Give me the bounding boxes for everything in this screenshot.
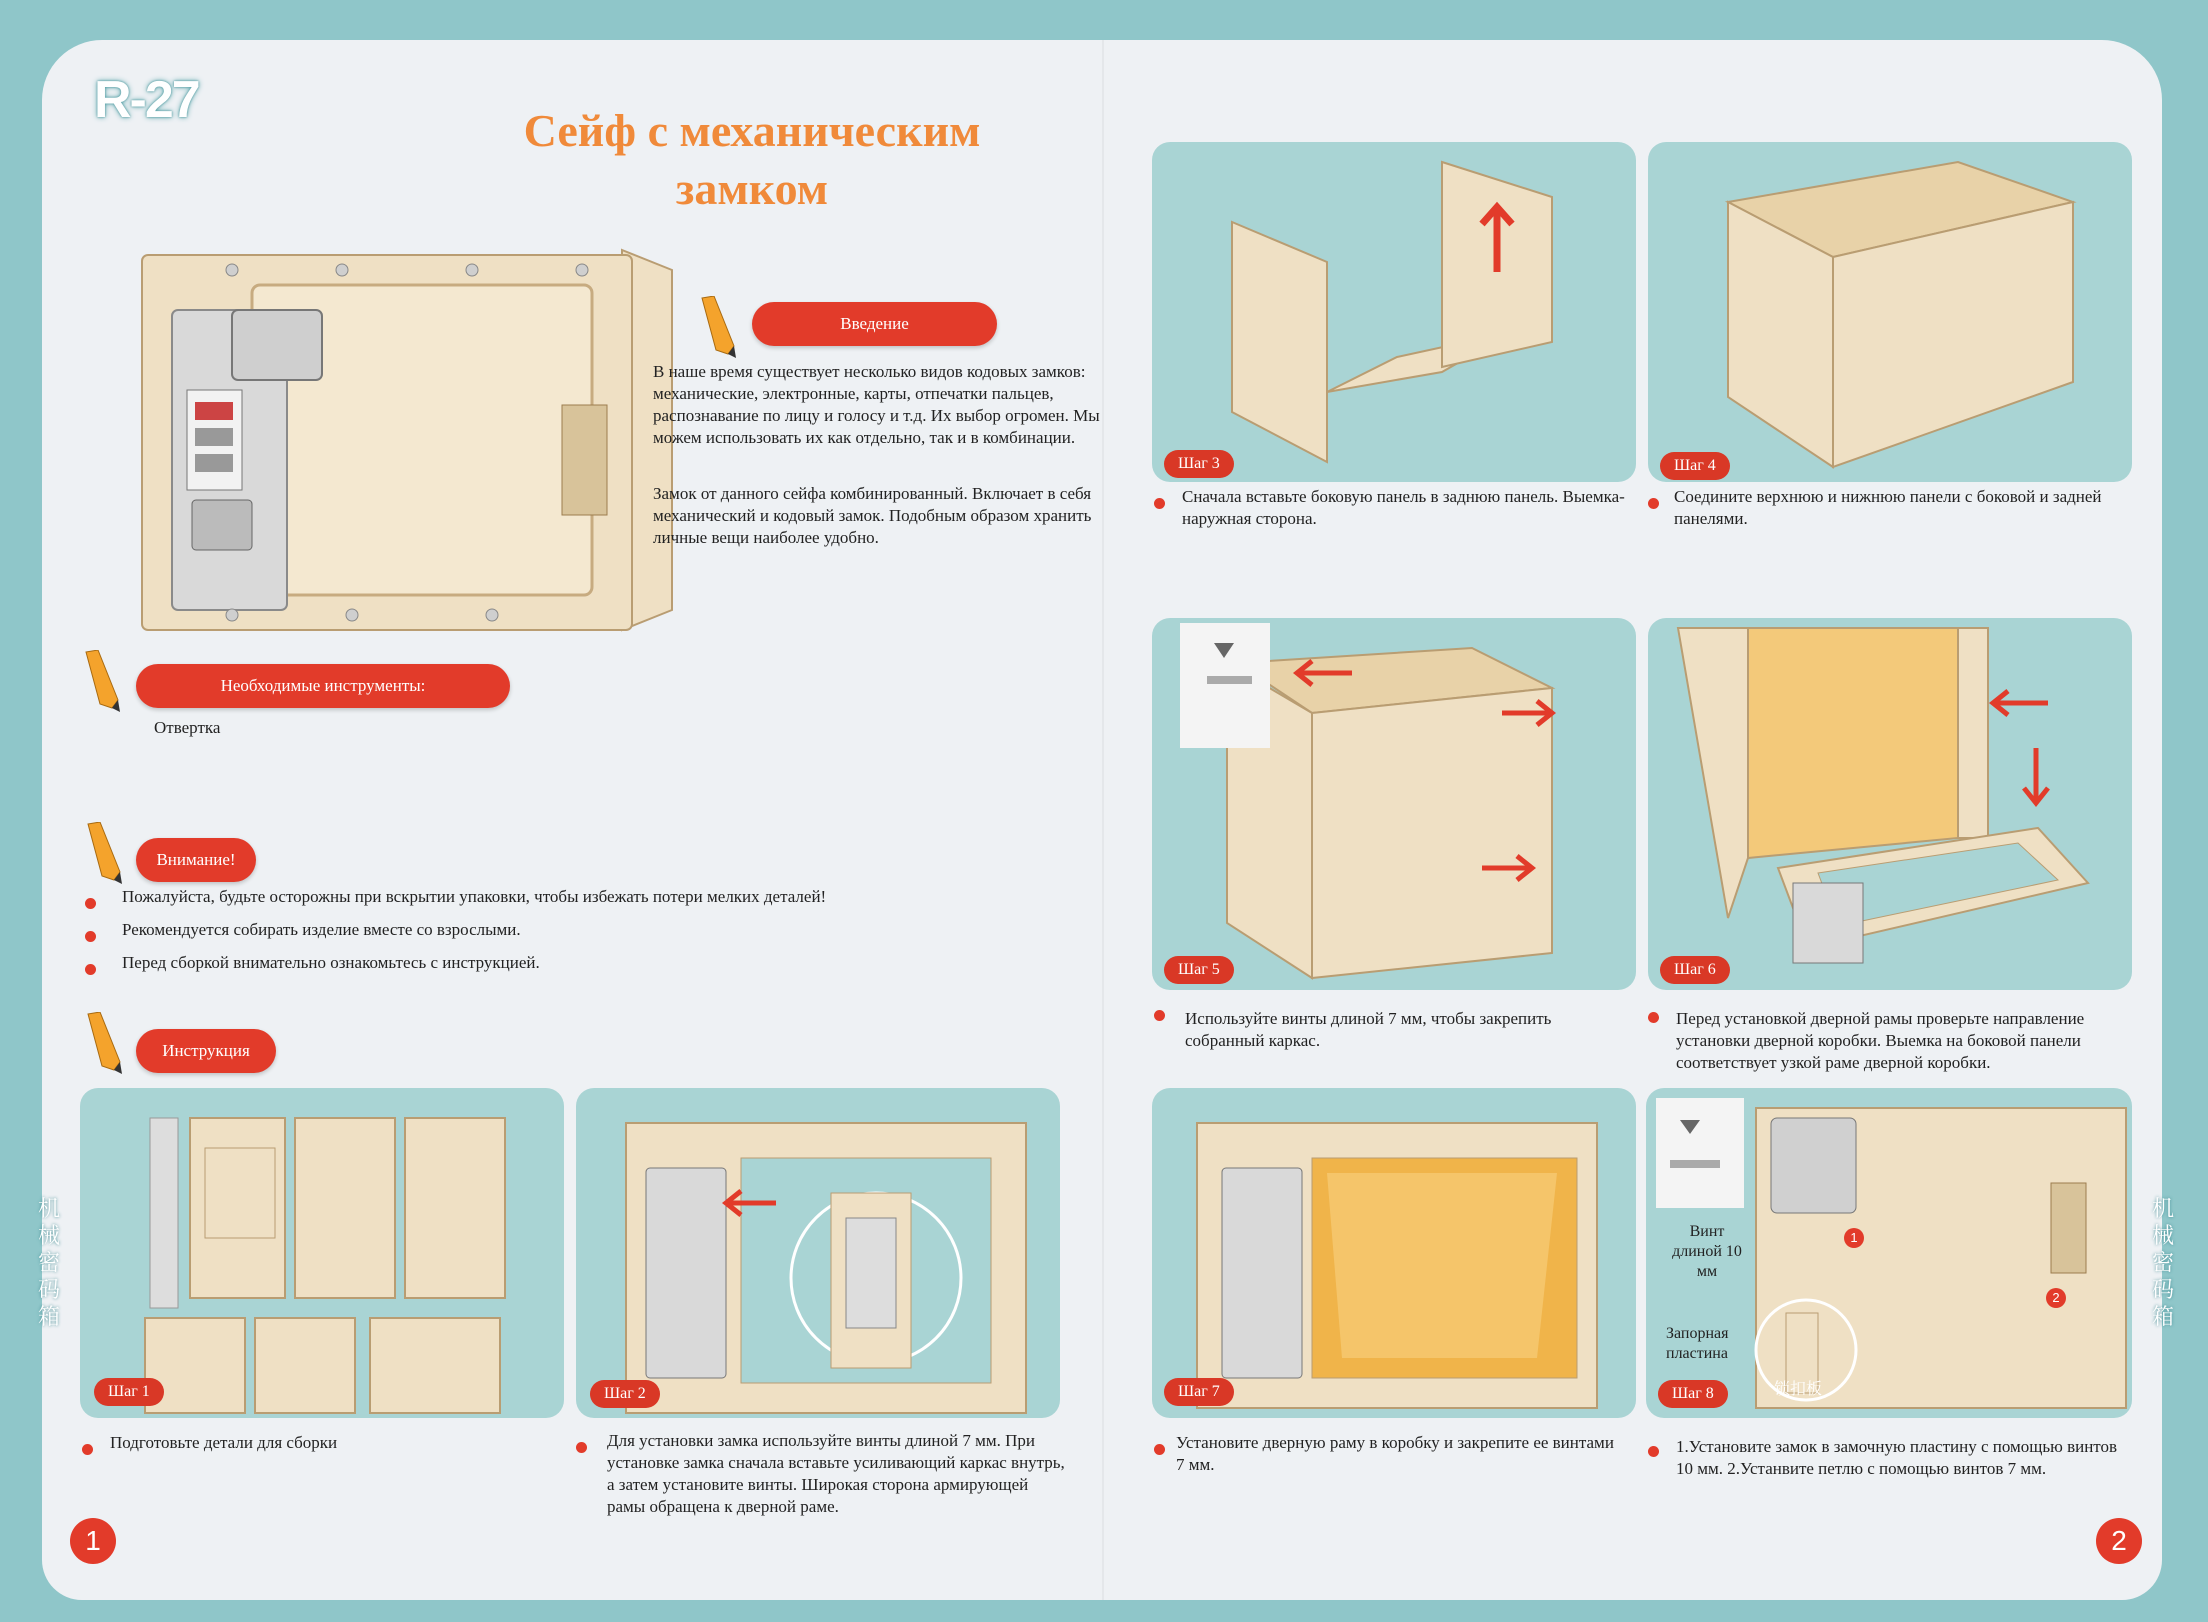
warning-item-2: Рекомендуется собирать изделие вместе со взрослыми. [122,920,521,939]
step-badge: Шаг 7 [1164,1378,1234,1406]
intro-paragraph-2: Замок от данного сейфа комбинированный. Включает в себя механический и кодовый замок. Подобным образом хранить личные вещи наиболее удобно. [653,484,1092,547]
step-badge: Шаг 4 [1660,452,1730,480]
page-title: Сейф с механическим замком [523,105,981,214]
step-8-panel [1646,1088,2132,1418]
pencil-icon [80,822,126,884]
plate-label: Запорная пластина [1666,1325,1729,1362]
step-1-text: Подготовьте детали для сборки [110,1433,338,1452]
pencil-icon [694,296,740,358]
page-number: 2 [2096,1518,2142,1564]
warning-item-1: Пожалуйста, будьте осторожны при вскрытии упаковки, чтобы избежать потери мелких деталей! [122,887,827,906]
step-6-panel [1648,618,2132,990]
step-1-photo-parts [80,1088,564,1418]
step-6-photo [1648,618,2132,990]
step-2-panel [576,1088,1060,1418]
step-7-photo [1152,1088,1636,1418]
step-badge: Шаг 2 [590,1380,660,1408]
step-3-photo [1152,142,1636,482]
step-5-panel [1152,618,1636,990]
bullet [576,1442,587,1453]
side-label-right: 机械密码箱 [2151,1197,2174,1330]
callout-1: 1 [1844,1228,1864,1248]
step-3-text: Сначала вставьте боковую панель в заднюю панель. Выемка-наружная сторона. [1182,487,1625,528]
tools-item: Отвертка [154,718,221,737]
bullet [82,1444,93,1455]
step-7-text: Установите дверную раму в коробку и закрепите ее винтами 7 мм. [1176,1433,1614,1474]
page-number: 1 [70,1518,116,1564]
screw-label: Винт длиной 10 мм [1672,1223,1742,1280]
step-badge: Шаг 8 [1658,1380,1728,1408]
bullet [1154,498,1165,509]
instruction-label: Инструкция [136,1029,276,1073]
intro-paragraph-1: В наше время существует несколько видов кодовых замков: механические, электронные, карты, отпечатки пальцев, распознавание по лицу и голосу и т.д. Их выбор огромен. Мы можем использовать их как отдельно, так и в комбинации. [653,362,1100,447]
bullet [1648,498,1659,509]
step-badge: Шаг 1 [94,1378,164,1406]
step-3-panel [1152,142,1636,482]
pencil-icon [78,650,124,712]
step-1-panel [80,1088,564,1418]
step-6-text: Перед установкой дверной рамы проверьте направление установки дверной коробки. Выемка на боковой панели соответствует узкой раме дверной коробки. [1676,1009,2085,1072]
step-5-text: Используйте винты длиной 7 мм, чтобы закрепить собранный каркас. [1185,1009,1552,1050]
step-4-panel [1648,142,2132,482]
step-badge: Шаг 6 [1660,956,1730,984]
warning-item-3: Перед сборкой внимательно ознакомьтесь с инструкцией. [122,953,540,972]
bullet [1154,1444,1165,1455]
bullet [1648,1012,1659,1023]
bullet [1154,1010,1165,1021]
step-5-photo [1152,618,1636,990]
side-label-left: 机械密码箱 [37,1197,60,1330]
product-code-logo: R-27 [94,71,199,129]
manual-spread [42,40,2162,1600]
step-8-text: 1.Установите замок в замочную пластину с помощью винтов 10 мм. 2.Устанвите петлю с помощью винтов 7 мм. [1676,1437,2118,1478]
step-2-text: Для установки замка используйте винты длиной 7 мм. При установке замка сначала вставьте усиливающий каркас внутрь, а затем установите винты. Широкая сторона армирующей рамы обращена к дверной раме. [607,1431,1065,1516]
step-badge: Шаг 5 [1164,956,1234,984]
step-2-photo-frame [576,1088,1060,1418]
callout-2: 2 [2046,1288,2066,1308]
bullet [1648,1446,1659,1457]
step-4-text: Соедините верхнюю и нижнюю панели с боковой и задней панелями. [1674,487,2102,528]
warning-label: Внимание! [136,838,256,882]
product-photo-safe [102,190,702,660]
step-4-photo [1648,142,2132,482]
plate-stamp: 锁扣板 [1774,1379,1823,1398]
pencil-icon [80,1012,126,1074]
tools-label: Необходимые инструменты: [136,664,510,708]
step-badge: Шаг 3 [1164,450,1234,478]
intro-label: Введение [752,302,997,346]
bullet [85,898,96,909]
bullet [85,931,96,942]
bullet [85,964,96,975]
step-7-panel [1152,1088,1636,1418]
